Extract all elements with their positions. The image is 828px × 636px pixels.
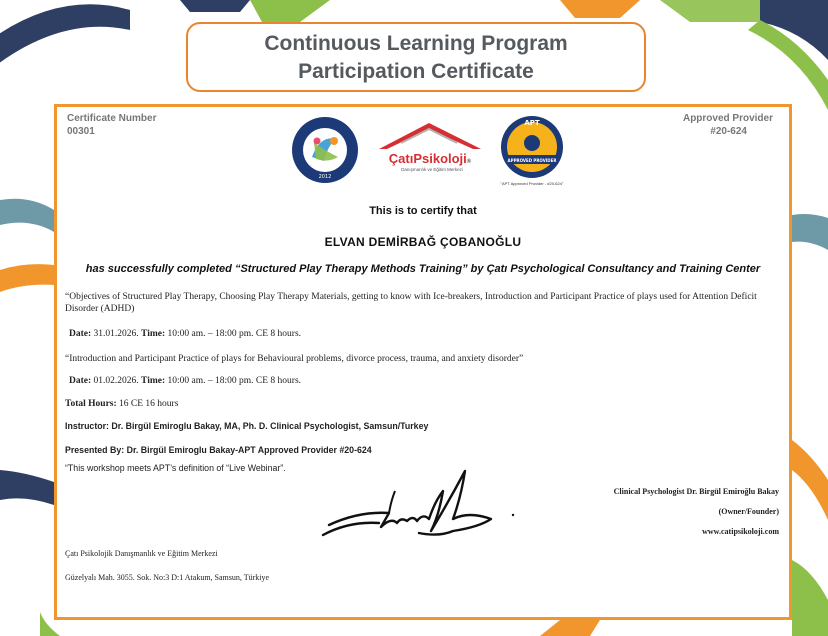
- registered-mark: ®: [466, 159, 472, 165]
- oyun-terapileri-dernegi-logo: [290, 115, 360, 185]
- footer-organization: Çatı Psikolojik Danışmanlık ve Eğitim Merkezi: [65, 549, 218, 558]
- certificate-title-box: [186, 22, 646, 92]
- presented-by-line: Presented By: Dr. Birgül Emiroglu Bakay-APT Approved Provider #20-624: [65, 445, 372, 455]
- session-2-schedule: [69, 375, 779, 387]
- certify-statement: This is to certify that: [369, 205, 477, 217]
- date-2-label: Date:: [69, 376, 92, 386]
- time-2-value: 10:00 am. – 18:00 pm. CE 8 hours.: [167, 376, 302, 386]
- apt-badge-band: APPROVED PROVIDER: [507, 158, 557, 163]
- approved-provider-label: Approved Provider: [682, 113, 773, 124]
- session-1-objectives: “Objectives of Structured Play Therapy, Choosing Play Therapy Materials, getting to know with Ice-breakers, Introduction and Participant Practice of plays used for Attention Deficit Disorder (ADHD): [65, 292, 757, 314]
- total-hours-value: 16 CE 16 hours: [119, 399, 179, 409]
- certificate-number-label: Certificate Number: [67, 113, 157, 124]
- date-1-value: 31.01.2026.: [93, 329, 139, 339]
- session-2-objectives: “Introduction and Participant Practice of plays for Behavioural problems, divorce process, trauma, and anxiety disorder”: [65, 354, 524, 364]
- time-1-label: Time:: [141, 329, 166, 339]
- completion-statement: has successfully completed “Structured Play Therapy Methods Training” by Çatı Psychological Consultancy and Training Center: [85, 263, 761, 275]
- catipsikoloji-subtext: Danışmanlık ve Eğitim Merkezi: [401, 167, 463, 172]
- seal-year: 2012: [318, 174, 332, 180]
- footer-address: Güzelyalı Mah. 3055. Sok. No:3 D:1 Atakum, Samsun, Türkiye: [65, 573, 270, 582]
- date-1-label: Date:: [69, 329, 92, 339]
- catipsikoloji-wordmark: [375, 151, 485, 166]
- apt-badge-top: APT: [524, 119, 540, 127]
- apt-approved-provider-badge: [497, 113, 567, 183]
- signatory-role: (Owner/Founder): [718, 507, 779, 516]
- website: www.catipsikoloji.com: [702, 527, 779, 536]
- signatory-name: Clinical Psychologist Dr. Birgül Emiroğlu Bakay: [613, 487, 779, 496]
- time-2-label: Time:: [141, 376, 166, 386]
- total-hours-label: Total Hours:: [65, 399, 117, 409]
- apt-badge-caption: "APT Approved Provider - #20-624": [500, 181, 564, 186]
- catipsikoloji-name: ÇatıPsikoloji: [388, 151, 467, 166]
- program-title: Continuous Learning Program: [264, 32, 568, 55]
- handwritten-signature: [319, 461, 529, 551]
- live-webinar-note: “This workshop meets APT’s definition of “Live Webinar”.: [65, 463, 286, 473]
- instructor-line: Instructor: Dr. Birgül Emiroglu Bakay, MA, Ph. D. Clinical Psychologist, Samsun/Turkey: [65, 421, 429, 431]
- total-hours: [65, 398, 779, 410]
- date-2-value: 01.02.2026.: [93, 376, 139, 386]
- certificate-title: Participation Certificate: [298, 60, 534, 83]
- recipient-name: ELVAN DEMİRBAĞ ÇOBANOĞLU: [324, 235, 522, 249]
- approved-provider-number: #20-624: [710, 126, 747, 137]
- session-1-schedule: [69, 328, 779, 340]
- certificate-number: 00301: [67, 126, 95, 137]
- time-1-value: 10:00 am. – 18:00 pm. CE 8 hours.: [167, 329, 302, 339]
- certificate-frame: [54, 104, 792, 620]
